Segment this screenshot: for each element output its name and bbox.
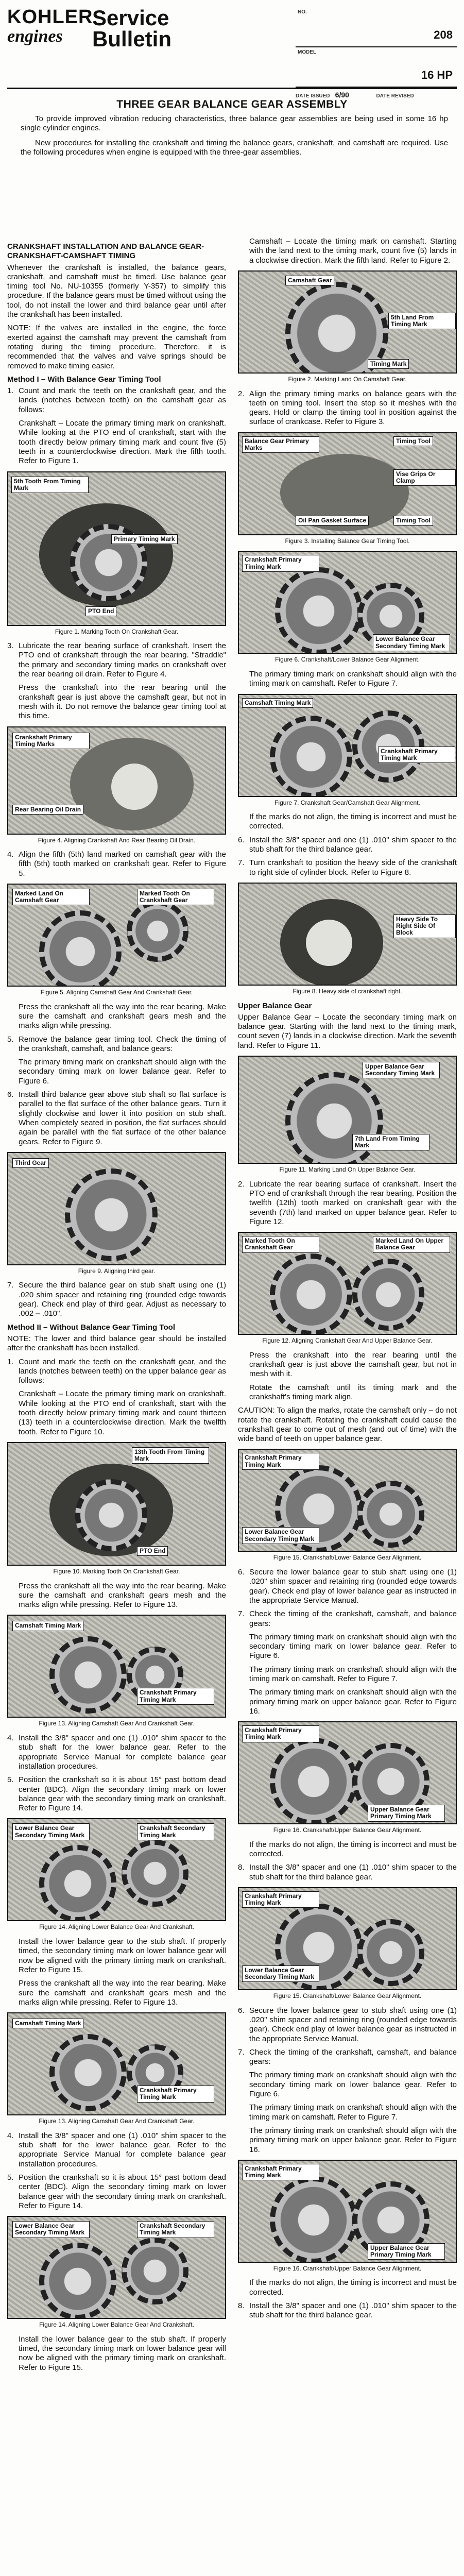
figure-6-caption: Figure 6. Crankshaft/Lower Balance Gear Alignment. bbox=[275, 656, 420, 664]
section-heading: CRANKSHAFT INSTALLATION AND BALANCE GEAR-CRANKSHAFT-CAMSHAFT TIMING bbox=[7, 242, 204, 261]
step-detail: Press the crankshaft into the rear bearing until the crankshaft gear is just above the camshaft gear, but not in mesh with it. bbox=[249, 1350, 457, 1379]
figure-13-repeat-caption: Figure 13. Aligning Camshaft Gear And Crankshaft Gear. bbox=[39, 2117, 195, 2125]
figure-5 bbox=[7, 884, 226, 987]
step-text: Install the 3/8" spacer and one (1) .010" shim spacer to the stub shaft for the third balance gear. bbox=[249, 1863, 457, 1882]
step-detail: The primary timing mark on crankshaft should align with the secondary timing mark on lower balance gear. Refer to Figure 6. bbox=[249, 2071, 457, 2099]
bulletin-meta-box bbox=[296, 7, 457, 90]
step-item: 4. Install the 3/8" spacer and one (1) .010" shim spacer to the stub shaft for the lower balance gear. Refer to the appropriate Service Manual for complete balance gear installation procedures. bbox=[7, 1734, 226, 1771]
fig15b-callout-1: Crankshaft Primary Timing Mark bbox=[242, 1891, 319, 1908]
fig7-callout-1: Camshaft Timing Mark bbox=[242, 698, 313, 708]
step-item: 1. Count and mark the teeth on the crankshaft gear, and the lands (notches between teeth) on the upper balance gear as follows: bbox=[7, 1357, 226, 1385]
step-item: 7. Check the timing of the crankshaft, camshaft, and balance gears: bbox=[238, 1609, 457, 1628]
step-detail: Install the lower balance gear to the stub shaft. If properly timed, the secondary timing mark on lower balance gear will now be aligned with the primary timing mark on crankshaft. Refer to Figure 15. bbox=[19, 2334, 226, 2372]
fig3-callout-2: Timing Tool bbox=[393, 436, 433, 446]
step-item: 7. Secure the third balance gear on stub shaft using one (1) .020 shim spacer and retaining ring (rounded edge towards gear). Check end play of third gear. Adjust as necessary to .002 – .010". bbox=[7, 1281, 226, 1318]
figure-16 bbox=[238, 1721, 457, 1824]
step-detail: The primary timing mark on crankshaft should align with the primary timing mark on upper balance gear. Refer to Figure 16. bbox=[249, 1688, 457, 1716]
fig2-callout-3: Timing Mark bbox=[368, 359, 409, 369]
document-title: THREE GEAR BALANCE GEAR ASSEMBLY bbox=[116, 98, 348, 110]
step-detail: The primary timing mark on crankshaft should align with the timing mark on camshaft. Refer to Figure 7. bbox=[249, 2103, 457, 2122]
step-item: 5. Remove the balance gear timing tool. Check the timing of the crankshaft, camshaft, and balance gears: bbox=[7, 1035, 226, 1053]
step-item: 7. Turn crankshaft to position the heavy side of the crankshaft to right side of cylinder block. Refer to Figure 8. bbox=[238, 858, 457, 877]
figure-1 bbox=[7, 471, 226, 626]
figure-13 bbox=[7, 1615, 226, 1718]
figure-5-caption: Figure 5. Aligning Camshaft Gear And Crankshaft Gear. bbox=[40, 989, 193, 996]
step-item: 8. Install the 3/8" spacer and one (1) .010" shim spacer to the stub shaft for the third balance gear. bbox=[238, 2301, 457, 2320]
figure-8-caption: Figure 8. Heavy side of crankshaft right. bbox=[293, 987, 402, 995]
fig10-callout-1: 13th Tooth From Timing Mark bbox=[132, 1447, 209, 1464]
fig5-callout-2: Marked Tooth On Crankshaft Gear bbox=[137, 889, 214, 905]
figure-15-caption: Figure 15. Crankshaft/Lower Balance Gear Alignment. bbox=[273, 1554, 422, 1562]
figure-11 bbox=[238, 1056, 457, 1164]
date-revised-label: DATE REVISED bbox=[376, 93, 414, 99]
step-item: 6. Install the 3/8" spacer and one (1) .010" shim spacer to the stub shaft for the third balance gear. bbox=[238, 835, 457, 854]
step-text: Install the 3/8" spacer and one (1) .010" shim spacer to the stub shaft for the third balance gear. bbox=[249, 2301, 457, 2320]
fig7-callout-2: Crankshaft Primary Timing Mark bbox=[378, 747, 455, 763]
right-column bbox=[238, 237, 457, 2325]
fig13b-callout-1: Camshaft Timing Mark bbox=[12, 2019, 83, 2028]
fig3-callout-3: Vise Grips Or Clamp bbox=[393, 469, 456, 486]
model-value: 16 HP bbox=[421, 69, 453, 82]
meta-row-2 bbox=[296, 47, 457, 88]
fig14b-callout-2: Crankshaft Secondary Timing Mark bbox=[137, 2221, 214, 2238]
method-2-note: NOTE: The lower and third balance gear should be installed after the crankshaft has been installed. bbox=[7, 1334, 226, 1353]
figure-3-caption: Figure 3. Installing Balance Gear Timing Tool. bbox=[285, 537, 410, 545]
step-item: 4. Align the fifth (5th) land marked on camshaft gear with the fifth (5th) tooth marked on crankshaft gear. Refer to Figure 5. bbox=[7, 850, 226, 878]
intro bbox=[21, 114, 448, 162]
step-item: 4. Install the 3/8" spacer and one (1) .010" shim spacer to the stub shaft for the lower balance gear. Refer to the appropriate Service Manual for complete balance gear installation procedures. bbox=[7, 2131, 226, 2168]
step-detail: Press the crankshaft all the way into the rear bearing. Make sure the camshaft and crankshaft gears mesh and the marks align while pressing. Refer to Figure 13. bbox=[19, 1581, 226, 1609]
step-item: 1. Count and mark the teeth on the crankshaft gear, and the lands (notches between teeth) on the camshaft gear as follows: bbox=[7, 386, 226, 414]
step-detail: Rotate the camshaft until its timing mark and the crankshaft's timing mark align. bbox=[249, 1383, 457, 1401]
fig11-callout-2: 7th Land From Timing Mark bbox=[352, 1134, 429, 1150]
figure-12 bbox=[238, 1232, 457, 1335]
fig8-callout-1: Heavy Side To Right Side Of Block bbox=[393, 914, 456, 938]
step-detail: Camshaft – Locate the timing mark on camshaft. Starting with the land next to the timing mark, count five (5) lands in a clockwise direction. Mark the fifth land. Refer to Figure 2. bbox=[249, 237, 457, 265]
fig2-callout-2: 5th Land From Timing Mark bbox=[388, 313, 456, 329]
figure-1-caption: Figure 1. Marking Tooth On Crankshaft Gear. bbox=[55, 628, 179, 635]
fig12-callout-1: Marked Tooth On Crankshaft Gear bbox=[242, 1236, 319, 1252]
step-item: 2. Lubricate the rear bearing surface of crankshaft. Insert the PTO end of crankshaft through the rear bearing. Position the twelfth (12th) tooth marked on crankshaft gear with the seventh (7th) land marked on upper balance gear. Refer to Figure 12. bbox=[238, 1179, 457, 1226]
step-text: Secure the lower balance gear to stub shaft using one (1) .020" shim spacer and retaining ring (rounded edge towards gear). Check end play of lower balance gear as instructed in the appropriate Service Manual. bbox=[249, 1568, 457, 1605]
step-detail: Crankshaft – Locate the primary timing mark on crankshaft. While looking at the PTO end of crankshaft, start with the tooth directly below primary timing mark and count thirteen (13) teeth in a counterclockwise direction. Mark the twelfth tooth. Refer to Figure 10. bbox=[19, 1389, 226, 1436]
fig15b-callout-2: Lower Balance Gear Secondary Timing Mark bbox=[242, 1965, 319, 1982]
figure-4-caption: Figure 4. Aligning Crankshaft And Rear Bearing Oil Drain. bbox=[38, 836, 196, 844]
fig16-callout-1: Crankshaft Primary Timing Mark bbox=[242, 1725, 319, 1742]
step-detail: The primary timing mark on crankshaft should align with the timing mark on camshaft. Refer to Figure 7. bbox=[249, 669, 457, 688]
fig2-callout-1: Camshaft Gear bbox=[285, 276, 334, 285]
intro-para-1: To provide improved vibration reducing characteristics, three balance gear assemblies are being used in some 16 hp single cylinder engines. bbox=[21, 114, 448, 133]
fig1-callout-2: Primary Timing Mark bbox=[111, 534, 178, 544]
step-text: Align the fifth (5th) land marked on camshaft gear with the fifth (5th) tooth marked on crankshaft gear. Refer to Figure 5. bbox=[19, 850, 226, 878]
kohler-logo bbox=[7, 6, 93, 46]
figure-14-caption: Figure 14. Aligning Lower Balance Gear And Crankshaft. bbox=[39, 1923, 194, 1931]
figure-14-repeat bbox=[7, 2216, 226, 2319]
figure-10 bbox=[7, 1442, 226, 1566]
step-text: Remove the balance gear timing tool. Check the timing of the crankshaft, camshaft, and balance gears: bbox=[19, 1035, 226, 1053]
step-text: Lubricate the rear bearing surface of crankshaft. Insert the PTO end of crankshaft through the rear bearing. Position the twelfth (12th) tooth marked on crankshaft gear with the seventh (7th) land marked on upper balance gear. Refer to Figure 12. bbox=[249, 1179, 457, 1226]
step-detail: The primary timing mark on crankshaft should align with the secondary timing mark on lower balance gear. Refer to Figure 6. bbox=[19, 1058, 226, 1086]
meta-no bbox=[296, 7, 457, 46]
step-text: Position the crankshaft so it is about 15° past bottom dead center (BDC). Align the secondary timing mark on lower balance gear with the secondary timing mark on crankshaft. Refer to Figure 14. bbox=[19, 1775, 226, 1813]
step-text: Lubricate the rear bearing surface of crankshaft. Insert the PTO end of crankshaft through the rear bearing. "Straddle" the primary and secondary timing marks on crankshaft over the rear bearing oil drain. Refer to Figure 4. bbox=[19, 641, 226, 679]
step-text: Install the 3/8" spacer and one (1) .010" shim spacer to the stub shaft for the lower balance gear. Refer to the appropriate Service Manual for complete balance gear installation procedures. bbox=[19, 2131, 226, 2168]
fig11-callout-1: Upper Balance Gear Secondary Timing Mark bbox=[363, 1062, 440, 1078]
figure-4 bbox=[7, 726, 226, 835]
figure-15 bbox=[238, 1449, 457, 1552]
figure-16-repeat bbox=[238, 2160, 457, 2263]
step-detail: Install the lower balance gear to the stub shaft. If properly timed, the secondary timing mark on lower balance gear will now be aligned with the primary timing mark on crankshaft. Refer to Figure 15. bbox=[19, 1937, 226, 1974]
step-detail: Press the crankshaft all the way into the rear bearing. Make sure the camshaft and crankshaft gears mesh and the marks align while pressing. bbox=[19, 1002, 226, 1030]
fig6-callout-2: Lower Balance Gear Secondary Timing Mark bbox=[373, 634, 450, 651]
bulletin-line-2: Bulletin bbox=[92, 27, 171, 52]
step-detail: Press the crankshaft into the rear bearing until the crankshaft gear is just above the camshaft gear, but not in mesh with it. Do not remove the balance gear timing tool at this time. bbox=[19, 683, 226, 721]
caution-note: CAUTION: To align the marks, rotate the camshaft only – do not rotate the crankshaft. Rotating the crankshaft could cause the crankshaft gear to come out of mesh (and out of time) with the wide band of teeth on upper balance gear. bbox=[238, 1406, 457, 1444]
figure-14-repeat-caption: Figure 14. Aligning Lower Balance Gear And Crankshaft. bbox=[39, 2321, 194, 2329]
fig13-callout-2: Crankshaft Primary Timing Mark bbox=[137, 1688, 214, 1704]
step-item: 7. Check the timing of the crankshaft, camshaft, and balance gears: bbox=[238, 2047, 457, 2066]
bulletin-line-1: Service bbox=[92, 6, 169, 30]
fig14-callout-2: Crankshaft Secondary Timing Mark bbox=[137, 1823, 214, 1840]
step-text: Secure the lower balance gear to stub shaft using one (1) .020" shim spacer and retaining ring (rounded edge towards gear). Check end play of lower balance gear as instructed in the appropriate Service Manual. bbox=[249, 2006, 457, 2043]
figure-11-caption: Figure 11. Marking Land On Upper Balance Gear. bbox=[279, 1166, 416, 1174]
figure-7 bbox=[238, 694, 457, 797]
fig4-callout-2: Rear Bearing Oil Drain bbox=[12, 805, 83, 815]
left-column bbox=[7, 237, 226, 2377]
bulletin-header bbox=[7, 7, 457, 84]
figure-6 bbox=[238, 551, 457, 654]
step-detail: The primary timing mark on crankshaft should align with the secondary timing mark on lower balance gear. Refer to Figure 6. bbox=[249, 1632, 457, 1660]
figure-2-caption: Figure 2. Marking Land On Camshaft Gear. bbox=[288, 375, 407, 383]
step-detail: The primary timing mark on crankshaft should align with the primary timing mark on upper balance gear. Refer to Figure 16. bbox=[249, 2126, 457, 2154]
step-item: 5. Position the crankshaft so it is about 15° past bottom dead center (BDC). Align the secondary timing mark on lower balance gear with the secondary timing mark on crankshaft. Refer to Figure 14. bbox=[7, 1775, 226, 1813]
fig16b-callout-1: Crankshaft Primary Timing Mark bbox=[242, 2164, 319, 2180]
step-text: Install third balance gear above stub shaft so flat surface is parallel to the flat surface of the other balance gears. Turn it slightly clockwise and lower it into position on stub shaft. When completely seated in position, the flat surfaces should again be parallel with the flat surface of the other balance gears. Refer to Figure 9. bbox=[19, 1090, 226, 1146]
fig15-callout-1: Crankshaft Primary Timing Mark bbox=[242, 1453, 319, 1469]
step-text: Check the timing of the crankshaft, camshaft, and balance gears: bbox=[249, 2047, 457, 2066]
figure-12-caption: Figure 12. Aligning Crankshaft Gear And Upper Balance Gear. bbox=[262, 1337, 433, 1345]
step-text: Install the 3/8" spacer and one (1) .010" shim spacer to the stub shaft for the third balance gear. bbox=[249, 835, 457, 854]
step-text: Count and mark the teeth on the crankshaft gear, and the lands (notches between teeth) on the camshaft gear as follows: bbox=[19, 386, 226, 414]
step-text: Check the timing of the crankshaft, camshaft, and balance gears: bbox=[249, 1609, 457, 1628]
step-detail: Crankshaft – Locate the primary timing mark on crankshaft. While looking at the PTO end of crankshaft, start with the tooth directly below primary timing mark and count five (5) teeth in a counterclockwise direction. Mark the fifth tooth. Refer to Figure 1. bbox=[19, 419, 226, 466]
fig16b-callout-2: Upper Balance Gear Primary Timing Mark bbox=[368, 2243, 445, 2260]
upper-balance-gear-para: Upper Balance Gear – Locate the secondary timing mark on balance gear. Starting with the land next to the timing mark, count seven (7) lands in a clockwise direction. Mark the seventh land. Refer to Figure 11. bbox=[238, 1012, 457, 1050]
step-detail: If the marks do not align, the timing is incorrect and must be corrected. bbox=[249, 812, 457, 831]
step-detail: If the marks do not align, the timing is incorrect and must be corrected. bbox=[249, 2278, 457, 2297]
figure-14 bbox=[7, 1818, 226, 1921]
brand-bottom: engines bbox=[7, 27, 63, 46]
step-text: Turn crankshaft to position the heavy side of the crankshaft to right side of cylinder block. Refer to Figure 8. bbox=[249, 858, 457, 877]
figure-3 bbox=[238, 432, 457, 535]
fig16-callout-2: Upper Balance Gear Primary Timing Mark bbox=[368, 1805, 445, 1821]
step-detail: The primary timing mark on crankshaft should align with the timing mark on camshaft. Refer to Figure 7. bbox=[249, 1665, 457, 1684]
header-rule bbox=[7, 88, 457, 89]
step-detail: If the marks do not align, the timing is incorrect and must be corrected. bbox=[249, 1840, 457, 1859]
fig6-callout-1: Crankshaft Primary Timing Mark bbox=[242, 555, 319, 571]
section-intro: Whenever the crankshaft is installed, the balance gears, crankshaft, and camshaft must be timed. Use balance gear timing tool No. NU-10355 (formerly Y-357) to simplify this procedure. If the balance gears must be timed without using the tool, do not install the lower and third balance gear until after the crankshaft has been installed. bbox=[7, 263, 226, 319]
step-detail: Press the crankshaft all the way into the rear bearing. Make sure the camshaft and crankshaft gears mesh and the marks align while pressing. Refer to Figure 13. bbox=[19, 1979, 226, 2007]
fig3-callout-5: Timing Tool bbox=[393, 516, 433, 526]
figure-15-repeat bbox=[238, 1887, 457, 1990]
figure-16-caption: Figure 16. Crankshaft/Upper Balance Gear Alignment. bbox=[273, 1826, 422, 1834]
fig4-callout-1: Crankshaft Primary Timing Marks bbox=[12, 733, 90, 749]
figure-15-repeat-caption: Figure 15. Crankshaft/Lower Balance Gear Alignment. bbox=[273, 1992, 422, 2000]
bulletin-heading bbox=[92, 6, 171, 52]
figure-9-caption: Figure 9. Aligning third gear. bbox=[78, 1267, 156, 1275]
intro-para-2: New procedures for installing the crankshaft and timing the balance gears, crankshaft, and camshaft are required. Use the following procedures when engine is equipped with the three-gear assemblies. bbox=[21, 138, 448, 157]
fig1-callout-3: PTO End bbox=[85, 606, 116, 616]
no-label: NO. bbox=[298, 9, 307, 15]
figure-8 bbox=[238, 883, 457, 986]
step-text: Install the 3/8" spacer and one (1) .010" shim spacer to the stub shaft for the lower balance gear. Refer to the appropriate Service Manual for complete balance gear installation procedures. bbox=[19, 1734, 226, 1771]
fig14b-callout-1: Lower Balance Gear Secondary Timing Mark bbox=[12, 2221, 90, 2238]
fig14-callout-1: Lower Balance Gear Secondary Timing Mark bbox=[12, 1823, 90, 1840]
figure-7-caption: Figure 7. Crankshaft Gear/Camshaft Gear Alignment. bbox=[274, 799, 420, 806]
section-note: NOTE: If the valves are installed in the engine, the force exerted against the camshaft may prevent the camshaft from rotating during the timing procedure. Therefore, it is recommended that the valves and valve springs should be removed to make timing easier. bbox=[7, 324, 226, 370]
method-1-heading: Method I – With Balance Gear Timing Tool bbox=[7, 375, 161, 384]
step-text: Count and mark the teeth on the crankshaft gear, and the lands (notches between teeth) on the upper balance gear as follows: bbox=[19, 1357, 226, 1385]
figure-10-caption: Figure 10. Marking Tooth On Crankshaft Gear. bbox=[53, 1567, 180, 1575]
fig1-callout-1: 5th Tooth From Timing Mark bbox=[11, 477, 89, 493]
fig12-callout-2: Marked Land On Upper Balance Gear bbox=[373, 1236, 450, 1252]
method-2-heading: Method II – Without Balance Gear Timing Tool bbox=[7, 1323, 175, 1332]
step-text: Position the crankshaft so it is about 15° past bottom dead center (BDC). Align the secondary timing mark on lower balance gear with the secondary timing mark on crankshaft. Refer to Figure 14. bbox=[19, 2173, 226, 2210]
fig9-callout-1: Third Gear bbox=[12, 1158, 49, 1168]
step-item: 3. Lubricate the rear bearing surface of crankshaft. Insert the PTO end of crankshaft through the rear bearing. "Straddle" the primary and secondary timing marks on crankshaft over the rear bearing oil drain. Refer to Figure 4. bbox=[7, 641, 226, 679]
step-item: 8. Install the 3/8" spacer and one (1) .010" shim spacer to the stub shaft for the third balance gear. bbox=[238, 1863, 457, 1882]
fig10-callout-2: PTO End bbox=[137, 1546, 168, 1556]
fig3-callout-1: Balance Gear Primary Marks bbox=[242, 436, 319, 453]
figure-9 bbox=[7, 1152, 226, 1265]
figure-13-repeat bbox=[7, 2012, 226, 2115]
brand-top: KOHLER bbox=[7, 6, 93, 28]
fig5-callout-1: Marked Land On Camshaft Gear bbox=[12, 889, 90, 905]
step-item: 5. Position the crankshaft so it is about 15° past bottom dead center (BDC). Align the secondary timing mark on lower balance gear with the secondary timing mark on crankshaft. Refer to Figure 14. bbox=[7, 2173, 226, 2210]
date-issued-label: DATE ISSUED bbox=[296, 93, 330, 99]
figure-13-caption: Figure 13. Aligning Camshaft Gear And Crankshaft Gear. bbox=[39, 1720, 195, 1727]
figure-2 bbox=[238, 270, 457, 374]
step-text: Secure the third balance gear on stub shaft using one (1) .020 shim spacer and retaining ring (rounded edge towards gear). Check end play of third gear. Adjust as necessary to .002 – .010". bbox=[19, 1281, 226, 1318]
date-issued-value: 6/90 bbox=[335, 91, 349, 99]
meta-model bbox=[296, 47, 457, 87]
step-item: 6. Secure the lower balance gear to stub shaft using one (1) .020" shim spacer and retaining ring (rounded edge towards gear). Check end play of lower balance gear as instructed in the appropriate Service Manual. bbox=[238, 1568, 457, 1605]
upper-balance-gear-heading: Upper Balance Gear bbox=[238, 1001, 312, 1010]
model-label: MODEL bbox=[298, 49, 317, 55]
fig13-callout-1: Camshaft Timing Mark bbox=[12, 1621, 83, 1631]
fig13b-callout-2: Crankshaft Primary Timing Mark bbox=[137, 2086, 214, 2102]
figure-16-repeat-caption: Figure 16. Crankshaft/Upper Balance Gear Alignment. bbox=[273, 2264, 422, 2272]
step-item: 2. Align the primary timing marks on balance gears with the teeth on timing tool. Insert the stop so it meshes with the gears. Hold or clamp the timing tool in position against the surface of crankcase. Refer to Figure 3. bbox=[238, 389, 457, 427]
fig15-callout-2: Lower Balance Gear Secondary Timing Mark bbox=[242, 1527, 319, 1544]
fig3-callout-4: Oil Pan Gasket Surface bbox=[296, 516, 369, 526]
step-item: 6. Secure the lower balance gear to stub shaft using one (1) .020" shim spacer and retaining ring (rounded edge towards gear). Check end play of lower balance gear as instructed in the appropriate Service Manual. bbox=[238, 2006, 457, 2043]
step-item: 6. Install third balance gear above stub shaft so flat surface is parallel to the flat surface of the other balance gears. Turn it slightly clockwise and lower it into position on stub shaft. When completely seated in position, the flat surfaces should again be parallel with the flat surface of the other balance gears. Refer to Figure 9. bbox=[7, 1090, 226, 1146]
no-value: 208 bbox=[434, 28, 453, 42]
step-text: Align the primary timing marks on balance gears with the teeth on timing tool. Insert the stop so it meshes with the gears. Hold or clamp the timing tool in position against the surface of crankcase. Refer to Figure 3. bbox=[249, 389, 457, 427]
meta-row-1 bbox=[296, 7, 457, 47]
